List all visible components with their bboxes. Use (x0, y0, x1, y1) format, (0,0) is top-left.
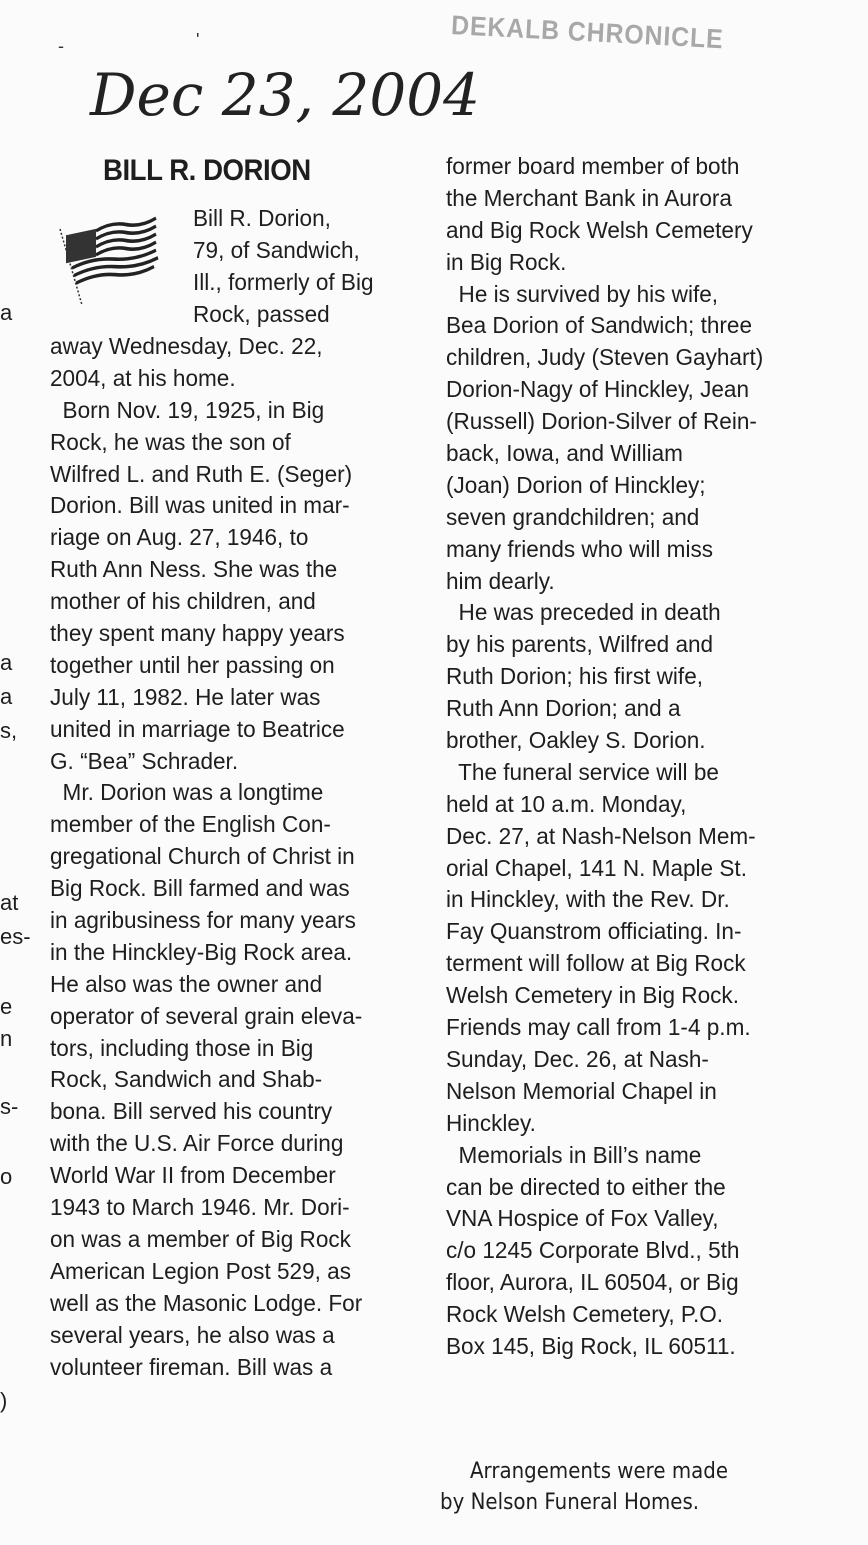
text-line: Dorion-Nagy of Hinckley, Jean (446, 376, 750, 403)
margin-fragment: s- (0, 1094, 19, 1119)
text-line: seven grandchildren; and (446, 503, 700, 530)
scan-speck: ' (196, 30, 200, 50)
text-line: c/o 1245 Corporate Blvd., 5th (446, 1237, 740, 1264)
text-line: The funeral service will be (446, 758, 719, 785)
text-line: World War II from December (50, 1162, 336, 1189)
text-line: Born Nov. 19, 1925, in Big (50, 396, 325, 423)
text-line: gregational Church of Christ in (50, 843, 355, 870)
text-line: together until her passing on (50, 651, 335, 678)
arrangements-line-2: by Nelson Funeral Homes. (440, 1490, 700, 1515)
margin-fragment: a (0, 650, 13, 675)
text-line: Rock, he was the son of (50, 428, 291, 455)
text-line: Ruth Ann Dorion; and a (446, 695, 681, 722)
text-line: Ruth Dorion; his first wife, (446, 663, 704, 690)
text-line: Ill., formerly of Big (193, 268, 374, 295)
text-line: away Wednesday, Dec. 22, (50, 333, 323, 359)
text-line: July 11, 1982. He later was (50, 683, 321, 710)
text-line: (Joan) Dorion of Hinckley; (446, 471, 706, 498)
text-line: united in marriage to Beatrice (50, 715, 345, 742)
text-line: tors, including those in Big (50, 1034, 314, 1061)
text-line: He is survived by his wife, (446, 280, 719, 307)
margin-fragment: n (0, 1026, 13, 1051)
text-line: many friends who will miss (446, 535, 714, 562)
text-line: Rock, passed (193, 300, 330, 327)
text-line: Hinckley. (446, 1109, 536, 1136)
text-line: in Hinckley, with the Rev. Dr. (446, 886, 730, 913)
text-line: Big Rock. Bill farmed and was (50, 875, 350, 902)
text-line: Bea Dorion of Sandwich; three (446, 312, 752, 339)
text-line: He also was the owner and (50, 970, 323, 997)
text-line: Dorion. Bill was united in mar- (50, 492, 350, 519)
text-line: mother of his children, and (50, 588, 316, 615)
text-line: bona. Bill served his country (50, 1098, 333, 1125)
text-line: several years, he also was a (50, 1321, 335, 1348)
text-line: they spent many happy years (50, 620, 345, 647)
text-line: member of the English Con- (50, 811, 331, 838)
margin-fragment: e (0, 994, 13, 1019)
text-line: children, Judy (Steven Gayhart) (446, 344, 764, 371)
newspaper-stamp: DEKALB CHRONICLE (450, 10, 725, 55)
text-line: well as the Masonic Lodge. For (50, 1289, 363, 1316)
text-line: Dec. 27, at Nash-Nelson Mem- (446, 822, 756, 849)
text-line: Ruth Ann Ness. She was the (50, 556, 338, 583)
text-line: G. “Bea” Schrader. (50, 747, 239, 774)
text-line: He was preceded in death (446, 599, 721, 626)
arrangements-line-1: Arrangements were made (470, 1459, 729, 1484)
text-line: brother, Oakley S. Dorion. (446, 727, 706, 754)
text-line: 1943 to March 1946. Mr. Dori- (50, 1194, 350, 1221)
text-line: American Legion Post 529, as (50, 1257, 351, 1284)
text-line: back, Iowa, and William (446, 440, 683, 467)
text-line: terment will follow at Big Rock (446, 950, 746, 977)
text-line: held at 10 a.m. Monday, (446, 790, 687, 817)
text-line: Box 145, Big Rock, IL 60511. (446, 1332, 736, 1359)
text-line: in agribusiness for many years (50, 907, 356, 934)
text-line: VNA Hospice of Fox Valley, (446, 1205, 719, 1232)
text-line: orial Chapel, 141 N. Maple St. (446, 854, 747, 881)
margin-fragment: a (0, 300, 13, 325)
text-line: volunteer fireman. Bill was a (50, 1353, 333, 1380)
text-line: in the Hinckley-Big Rock area. (50, 938, 353, 965)
margin-fragment: es- (0, 924, 31, 949)
text-line: 79, of Sandwich, (193, 236, 360, 263)
text-line: Fay Quanstrom officiating. In- (446, 918, 742, 945)
handwritten-date: Dec 23, 2004 (90, 61, 481, 129)
text-line: former board member of both (446, 153, 740, 179)
text-line: Nelson Memorial Chapel in (446, 1077, 717, 1104)
text-line: floor, Aurora, IL 60504, or Big (446, 1269, 739, 1296)
margin-fragment: ) (0, 1388, 8, 1413)
text-line: by his parents, Wilfred and (446, 631, 714, 658)
text-line: Welsh Cemetery in Big Rock. (446, 982, 739, 1009)
text-line: Rock, Sandwich and Shab- (50, 1066, 323, 1093)
text-line: riage on Aug. 27, 1946, to (50, 524, 309, 551)
text-line: (Russell) Dorion-Silver of Rein- (446, 408, 757, 435)
intro-column (193, 203, 381, 331)
american-flag-icon (58, 205, 168, 305)
right-column (446, 151, 776, 1363)
text-line: 2004, at his home. (50, 364, 236, 391)
text-line: Friends may call from 1-4 p.m. (446, 1014, 751, 1041)
text-line: Bill R. Dorion, (193, 205, 331, 231)
margin-fragment: s, (0, 718, 18, 743)
text-line: him dearly. (446, 567, 555, 594)
scan-speck: - (58, 36, 64, 56)
margin-fragment: a (0, 684, 13, 709)
text-line: Wilfred L. and Ruth E. (Seger) (50, 460, 353, 487)
text-line: Rock Welsh Cemetery, P.O. (446, 1301, 724, 1328)
left-column (50, 331, 375, 1383)
text-line: in Big Rock. (446, 248, 567, 275)
text-line: Sunday, Dec. 26, at Nash- (446, 1045, 709, 1072)
text-line: with the U.S. Air Force during (50, 1130, 344, 1157)
text-line: on was a member of Big Rock (50, 1225, 351, 1252)
margin-fragment: at (0, 890, 19, 915)
text-line: operator of several grain eleva- (50, 1002, 363, 1029)
text-line: the Merchant Bank in Aurora (446, 184, 732, 211)
margin-fragment: o (0, 1164, 13, 1189)
text-line: Memorials in Bill’s name (446, 1141, 702, 1168)
text-line: and Big Rock Welsh Cemetery (446, 216, 753, 243)
obituary-headline: BILL R. DORION (103, 154, 311, 187)
text-line: Mr. Dorion was a longtime (50, 779, 324, 806)
text-line: can be directed to either the (446, 1173, 726, 1200)
